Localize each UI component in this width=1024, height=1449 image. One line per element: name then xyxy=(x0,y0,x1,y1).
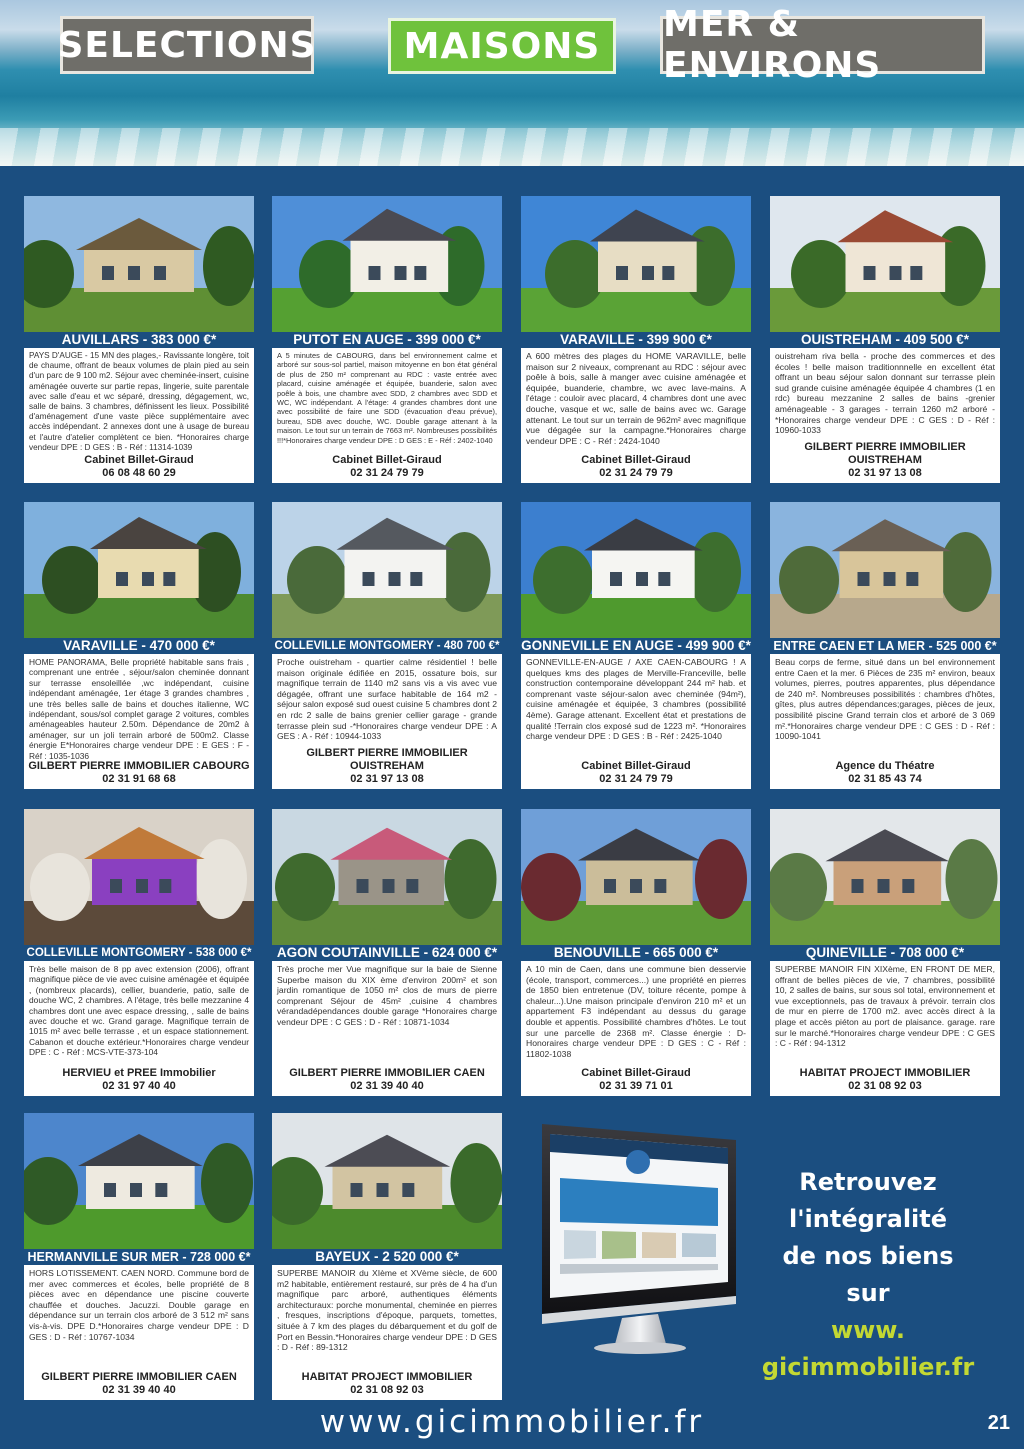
listing-phone[interactable]: 02 31 39 40 40 xyxy=(102,1384,176,1396)
listing-agency: GILBERT PIERRE IMMOBILIER CABOURG xyxy=(28,760,250,772)
listing-photo[interactable] xyxy=(521,502,751,638)
listing-card[interactable] xyxy=(272,809,502,1096)
listing-phone[interactable]: 02 31 24 79 79 xyxy=(350,467,424,479)
listing-phone[interactable]: 02 31 24 79 79 xyxy=(599,773,673,785)
listing-description: A 5 minutes de CABOURG, dans bel environnement calme et arboré sur sous-sol partiel, maison mitoyenne en bon état général de plus de 250 m² comprenant au RDC : vaste entrée avec placard, cuisine aménagée et équipée, buanderie, salon avec poêle à bois, une chambre avec SDD, 2 chambres avec SDD et WC, WC indépendant. A l'étage: 4 grandes chambres dont une avec possibilité de faire une SDD (évacuation d'eau prévue), bureau, SDB avec douche, WC. Double garage attenant à la maison. Le tout sur un terrain de 7663 m². Nombreuses possibilités !!!*Honoraires charge vendeur DPE : D GES : E - Réf : 2402-1040 xyxy=(277,351,497,445)
listing-agency: Cabinet Billet-Giraud xyxy=(581,1067,691,1079)
listing-title[interactable]: AUVILLARS - 383 000 €* xyxy=(24,332,254,348)
listing-photo[interactable] xyxy=(272,809,502,945)
listing-card[interactable] xyxy=(24,502,254,789)
listing-agency: Cabinet Billet-Giraud xyxy=(332,454,442,466)
listing-description: HOME PANORAMA, Belle propriété habitable sans frais , comprenant une entrée , séjour/salon cheminée donnant sur terrasse ensoleillée ,wc indépendant, cuisine indépendant aménagée, 1er étage 3 grandes chambres , une très belles salle de bains et douches italienne, WC indépendant, sous/sol complet garage 2 voitures, combles aménageables hauteur 2.50m. Dépendance de 20m2 à aménager, sur un joli terrain arboré de 500m2. Classe énergie E*Honoraires charge vendeur DPE : E GES : F - Réf : 1035-1036 xyxy=(29,657,249,760)
listing-description: SUPERBE MANOIR FIN XIXème, EN FRONT DE MER, offrant de belles pièces de vie, 7 chambres, possibilité 10, 2 salles de bains, sur sous sol total, environnement et vue exceptionnels, pas de travaux à prévoir. terrain clos de mur en pierre de 1700 m2. avec accès direct à la plage et accès piéton au port de plaisance. garage. rare sur le marché.*Honoraires charge vendeur DPE : C GES : C - Réf : 94-1312 xyxy=(775,964,995,1049)
tab-maisons[interactable]: MAISONS xyxy=(388,18,616,74)
listing-title[interactable]: HERMANVILLE SUR MER - 728 000 €* xyxy=(24,1249,254,1265)
listing-agency: GILBERT PIERRE IMMOBILIER CAEN xyxy=(289,1067,485,1079)
promo-line-2: l'intégralité xyxy=(788,1205,948,1233)
tab-mer-environs[interactable]: MER & ENVIRONS xyxy=(660,16,985,74)
footer-website-link[interactable]: www.gicimmobilier.fr xyxy=(319,1404,705,1440)
listing-phone[interactable]: 02 31 97 13 08 xyxy=(848,467,922,479)
listing-phone[interactable]: 02 31 08 92 03 xyxy=(848,1080,922,1092)
page-number: 21 xyxy=(987,1412,1010,1434)
listing-title[interactable]: QUINEVILLE - 708 000 €* xyxy=(770,945,1000,961)
listing-description: Très belle maison de 8 pp avec extension (2006), offrant magnifique pièce de vie avec cuisine aménagée et équipée , (nombreux placards), cellier, buanderie, patio, salle de douche WC, 2 chambres. A l'étage, très belle mezzanine 4 chambres dont une avec espace dressing, , salle de bains avec douche et wc. Grand garage. Magnifique terrain de 1015 m² avec belle terrasse , et un espace stationnement. Cabanon et douche extérieur.*Honoraires charge vendeur DPE : C - Réf : MCS-VTE-373-104 xyxy=(29,964,249,1058)
listing-phone[interactable]: 06 08 48 60 29 xyxy=(102,467,176,479)
listing-card[interactable] xyxy=(272,196,502,483)
listing-description: A 600 mètres des plages du HOME VARAVILLE, belle maison sur 2 niveaux, comprenant au RDC : séjour avec poêle à bois, salle à manger avec cuisine aménagée et équipée, buanderie, chambre, wc avec lave-mains. A l'étage : couloir avec placard, 4 chambres dont une avec douche, vasque et wc, salle de bains avec wc. Garage attenant. Le tout sur un terrain de 962m² avec magnifique vue dégagée sur la campagne.*Honoraires charge vendeur DPE : C - Réf : 2424-1040 xyxy=(526,351,746,446)
listing-photo[interactable] xyxy=(272,196,502,332)
sea-foam xyxy=(0,128,1024,166)
listing-card[interactable] xyxy=(521,809,751,1096)
listing-description: SUPERBE MANOIR du XIème et XVème siècle, de 600 m2 habitable, entièrement restauré, sur près de 4 ha d'un magnifique parc arboré, authentiques éléments architecturaux: porche monumental, cheminée en pierres , fresques, inscriptions d'époque, parquets, tomettes, située à 7 km des plages du débarquement et du golf de Port en Bessin.*Honoraires charge vendeur DPE : D GES : D - Réf : 89-1312 xyxy=(277,1268,497,1353)
listing-phone[interactable]: 02 31 85 43 74 xyxy=(848,773,922,785)
listing-agency: GILBERT PIERRE IMMOBILIER CAEN xyxy=(41,1371,237,1383)
listing-phone[interactable]: 02 31 39 71 01 xyxy=(599,1080,673,1092)
listing-agency: HABITAT PROJECT IMMOBILIER xyxy=(799,1067,971,1079)
listing-agency: GILBERT PIERRE IMMOBILIER OUISTREHAM xyxy=(804,441,966,466)
listing-phone[interactable]: 02 31 39 40 40 xyxy=(350,1080,424,1092)
listing-title[interactable]: OUISTREHAM - 409 500 €* xyxy=(770,332,1000,348)
listing-agency: HERVIEU et PREE Immobilier xyxy=(62,1067,216,1079)
listing-title[interactable]: COLLEVILLE MONTGOMERY - 538 000 €* xyxy=(24,945,254,961)
listing-photo[interactable] xyxy=(770,196,1000,332)
listing-phone[interactable]: 02 31 24 79 79 xyxy=(599,467,673,479)
listing-title[interactable]: VARAVILLE - 399 900 €* xyxy=(521,332,751,348)
listing-agency: HABITAT PROJECT IMMOBILIER xyxy=(301,1371,473,1383)
listing-card[interactable] xyxy=(24,809,254,1096)
listing-photo[interactable] xyxy=(24,809,254,945)
listing-phone[interactable]: 02 31 08 92 03 xyxy=(350,1384,424,1396)
listing-photo[interactable] xyxy=(272,502,502,638)
promo-line-3: de nos biens sur xyxy=(782,1242,954,1307)
listing-title[interactable]: BAYEUX - 2 520 000 €* xyxy=(272,1249,502,1265)
listing-description: GONNEVILLE-EN-AUGE / AXE CAEN-CABOURG ! A quelques kms des plages de Merville-Franceville, belle construction contemporaine développant 244 m² hab. et comprenant vaste séjour-salon avec cheminée (94m²), cuisine aménagée et équipée, 3 chambres (possibilité 4ème). Garage attenant. Excellent état et prestations de qualité !Terrain clos exposé sud de 1223 m². *Honoraires charge vendeur DPE : D GES : B - Réf : 2425-1040 xyxy=(526,657,746,742)
listing-card[interactable] xyxy=(521,502,751,789)
listing-title[interactable]: ENTRE CAEN ET LA MER - 525 000 €* xyxy=(770,638,1000,654)
listing-description: PAYS D'AUGE - 15 MN des plages,- Ravissante longère, toit de chaume, offrant de beaux volumes de plain pied au sein d'un parc de 9 100 m2. Séjour avec cheminée-insert, cuisine aménagée ouverte sur partie repas, lingerie, suite parentale avec salle d'eau et wc séparé, dressing, dégagement, wc, salle de bains. 3 chambres, définissent les lieux. Possibilité d'aménagement d'une vaste pièce supplémentaire avec accès indépendant. 2 annexes dont une à usage de bureau et l'autre d'atelier complètent ce bien. *Honoraires charge vendeur DPE : D GES : B - Réf : 11314-1039 xyxy=(29,351,249,452)
listing-photo[interactable] xyxy=(24,196,254,332)
listing-description: HORS LOTISSEMENT. CAEN NORD. Commune bord de mer avec commerces et écoles, belle propriété de 8 pièces avec en dépendance une piscine couverte chauffée et douches. Jacuzzi. Double garage en dépendance sur un terrain clos arboré de 3 512 m² sans vis-à-vis. DPE D.*Honoraires charge vendeur DPE : D GES : D - Réf : 10767-1034 xyxy=(29,1268,249,1342)
listing-photo[interactable] xyxy=(24,502,254,638)
tab-selections[interactable]: SELECTIONS xyxy=(60,16,314,74)
listing-title[interactable]: AGON COUTAINVILLE - 624 000 €* xyxy=(272,945,502,961)
listing-agency: Cabinet Billet-Giraud xyxy=(581,454,691,466)
listing-card[interactable] xyxy=(24,196,254,483)
listing-photo[interactable] xyxy=(24,1113,254,1249)
computer-monitor-icon xyxy=(536,1118,746,1358)
listing-agency: Cabinet Billet-Giraud xyxy=(84,454,194,466)
listing-phone[interactable]: 02 31 91 68 68 xyxy=(102,773,176,785)
listing-title[interactable]: BENOUVILLE - 665 000 €* xyxy=(521,945,751,961)
listing-agency: Agence du Théatre xyxy=(835,760,935,772)
listing-title[interactable]: VARAVILLE - 470 000 €* xyxy=(24,638,254,654)
listing-title[interactable]: GONNEVILLE EN AUGE - 499 900 €* xyxy=(521,638,751,653)
promo-url-prefix[interactable]: www. xyxy=(830,1316,906,1344)
listing-photo[interactable] xyxy=(521,196,751,332)
listing-photo[interactable] xyxy=(770,502,1000,638)
listing-description: ouistreham riva bella - proche des commerces et des écoles ! belle maison traditionnnelle en excellent état offrant un beau séjour salon donnant sur terrasse plein sud grande cuisine aménagée équipée 4 chambres (1 en rdc) bureau mezzanine 2 salles de bains -grenier aménageable - 3 garages - terrain 1260 m2 arboré -*Honoraires charge vendeur DPE : C GES : D - Réf : 10960-1033 xyxy=(775,351,995,436)
promo-line-1: Retrouvez xyxy=(799,1168,937,1196)
listing-photo[interactable] xyxy=(272,1113,502,1249)
listing-description: Proche ouistreham - quartier calme résidentiel ! belle maison originale édifiée en 2015, ossature bois, sur magnifique terrain de 1140 m2 sans vis a vis avec vue dégagée, offrant une surface habitable de 164 m2 - séjour salon exposé sud ouest cuisine 5 chambres dont 2 en rdc 2 salle de bains grenier cellier garage - grande terrasse plein sud -*Honoraires charge vendeur DPE : A GES : A - Réf : 10944-1033 xyxy=(277,657,497,742)
listing-photo[interactable] xyxy=(770,809,1000,945)
listing-card[interactable] xyxy=(770,809,1000,1096)
listing-photo[interactable] xyxy=(521,809,751,945)
header-banner xyxy=(0,0,1024,166)
listing-card[interactable] xyxy=(770,196,1000,483)
listing-phone[interactable]: 02 31 97 40 40 xyxy=(102,1080,176,1092)
listing-card[interactable] xyxy=(521,196,751,483)
listing-title[interactable]: PUTOT EN AUGE - 399 000 €* xyxy=(272,332,502,348)
listing-phone[interactable]: 02 31 97 13 08 xyxy=(350,773,424,785)
promo-url-domain[interactable]: gicimmobilier.fr xyxy=(761,1353,975,1381)
listing-card[interactable] xyxy=(272,502,502,789)
listing-card[interactable] xyxy=(24,1113,254,1400)
promo-block xyxy=(758,1164,978,1386)
listing-card[interactable] xyxy=(272,1113,502,1400)
listing-card[interactable] xyxy=(770,502,1000,789)
listing-description: Beau corps de ferme, situé dans un bel environnement entre Caen et la mer. 6 Pièces de 235 m² environ, beaux volumes, pierres, poutres apparentes, plus dépendance de 240 m². Nombreuses possibilités : chambres d'hôtes, gîtes, plus autres dépendances;garages, pièces de jeux, possibilité piscine Grand terrain clos et arboré de 3 069 m².*Honoraires charge vendeur DPE : C GES : D - Réf : 10090-1041 xyxy=(775,657,995,742)
listing-title[interactable]: COLLEVILLE MONTGOMERY - 480 700 €* xyxy=(272,638,502,654)
listing-agency: Cabinet Billet-Giraud xyxy=(581,760,691,772)
listing-agency: GILBERT PIERRE IMMOBILIER OUISTREHAM xyxy=(306,747,468,772)
listing-description: A 10 min de Caen, dans une commune bien desservie (école, transport, commerces...) une propriété en pierres de 1850 bien entretenue (DV, toiture récente, pompe à chaleur...).Une maison principale d'environ 210 m² et un appartement F3 indépendant au dessus du garage double et appentis. Possibilité chambres d'hôtes. Le tout sur une parcelle de 2368 m². Classe énergie : D-Honoraires charge vendeur DPE : D GES : C - Réf : 11802-1038 xyxy=(526,964,746,1059)
listing-description: Très proche mer Vue magnifique sur la baie de Sienne Superbe maison du XIX ème d'environ 200m² et son jardin romantique de 1050 m² clos de murs de pierre comprenant Séjour de 45m² ,cuisine 4 chambres vérandadépendances double garage *Honoraires charge vendeur DPE : C GES : D - Réf : 10871-1034 xyxy=(277,964,497,1027)
